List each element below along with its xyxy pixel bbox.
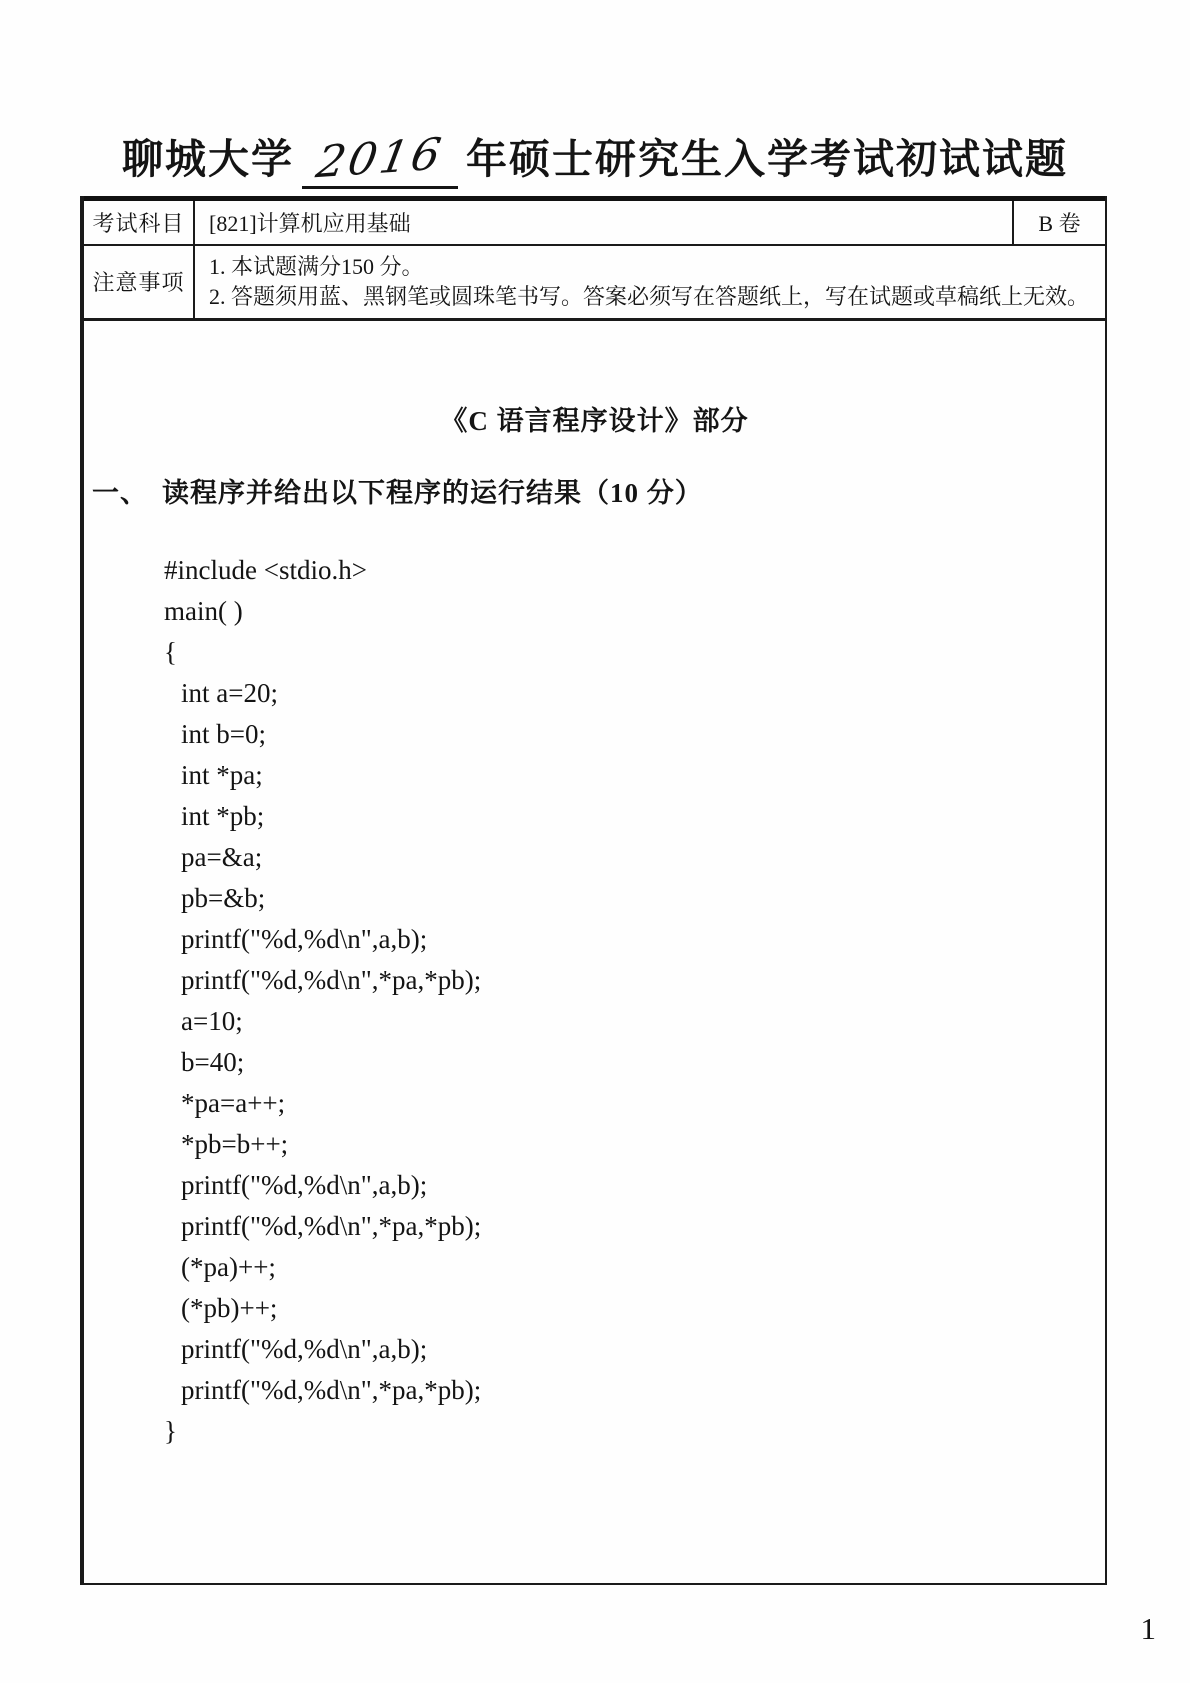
- title-suffix: 年硕士研究生入学考试初试试题: [465, 136, 1068, 182]
- code-line: printf("%d,%d\n",*pa,*pb);: [181, 964, 482, 995]
- code-line: (*pb)++;: [181, 1292, 278, 1323]
- code-line: printf("%d,%d\n",a,b);: [181, 923, 428, 954]
- title-year-underline: [302, 128, 458, 189]
- notes-label: 注意事项: [92, 270, 185, 295]
- notes-list: [194, 245, 1105, 320]
- code-line: printf("%d,%d\n",*pa,*pb);: [181, 1210, 482, 1241]
- code-line: a=10;: [181, 1005, 243, 1036]
- code-line: int *pa;: [181, 759, 263, 790]
- code-line: b=40;: [181, 1046, 245, 1077]
- code-line: int b=0;: [181, 718, 266, 749]
- code-line: pb=&b;: [181, 882, 266, 913]
- question-line: [84, 476, 1105, 510]
- subject-value: [821]计算机应用基础: [194, 199, 1013, 245]
- question-text: 读程序并给出以下程序的运行结果（10 分）: [162, 477, 703, 508]
- code-block: [84, 550, 1105, 1452]
- code-line: printf("%d,%d\n",a,b);: [181, 1169, 428, 1200]
- code-line: (*pa)++;: [181, 1251, 276, 1282]
- code-line: int *pb;: [181, 800, 265, 831]
- code-line: {: [164, 636, 177, 667]
- subject-label: 考试科目: [84, 199, 194, 245]
- code-line: int a=20;: [181, 677, 278, 708]
- code-line: *pa=a++;: [181, 1087, 286, 1118]
- code-line: #include <stdio.h>: [164, 554, 367, 585]
- code-line: pa=&a;: [181, 841, 263, 872]
- code-line: *pb=b++;: [181, 1128, 289, 1159]
- code-line: printf("%d,%d\n",*pa,*pb);: [181, 1374, 482, 1405]
- paper-version-badge: B 卷: [1013, 199, 1105, 245]
- note-line: 2. 答题须用蓝、黑钢笔或圆珠笔书写。答案必须写在答题纸上，写在试题或草稿纸上无效。: [209, 283, 1090, 309]
- exam-header-table: [84, 196, 1105, 321]
- note-line: 1. 本试题满分150 分。: [209, 253, 424, 279]
- content-border-box: [80, 196, 1107, 1585]
- section-heading: 《C 语言程序设计》部分: [440, 405, 749, 436]
- title-year-handwritten: 2016: [312, 128, 448, 189]
- code-line: main( ): [164, 595, 243, 626]
- title-university: 聊城大学: [122, 136, 294, 182]
- page-number: 1: [1140, 1611, 1156, 1646]
- page-title: [0, 126, 1190, 189]
- code-line: }: [164, 1415, 177, 1446]
- question-number: 一、: [92, 477, 148, 508]
- notes-row: [84, 245, 1105, 320]
- code-line: printf("%d,%d\n",a,b);: [181, 1333, 428, 1364]
- subject-row: [84, 199, 1105, 245]
